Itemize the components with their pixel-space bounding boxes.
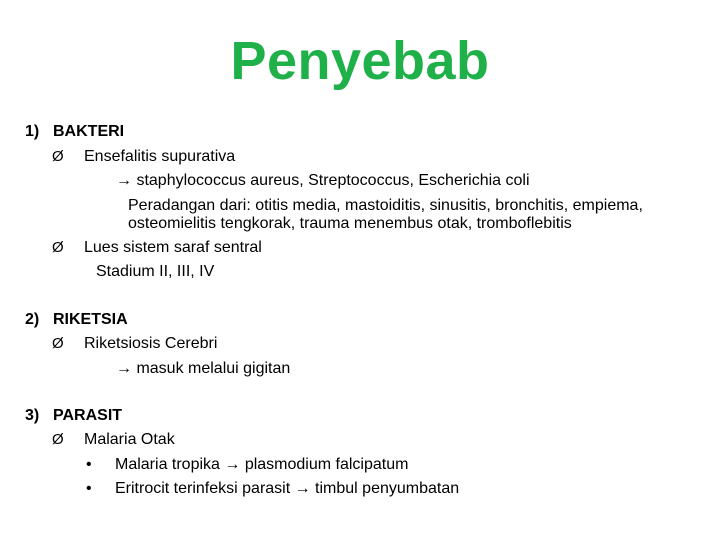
- section-number: 1): [25, 123, 40, 140]
- bullet-text: Malaria tropika → plasmodium falcipatum: [115, 456, 409, 473]
- section-heading: RIKETSIA: [53, 311, 128, 328]
- item-detail: Stadium II, III, IV: [96, 263, 215, 280]
- item-text: Lues sistem saraf sentral: [84, 239, 262, 256]
- arrow-bullet-icon: Ø: [52, 148, 64, 165]
- item-detail: Peradangan dari: otitis media, mastoiditis, sinusitis, bronchitis, empiema,: [128, 197, 643, 214]
- arrow-bullet-icon: Ø: [52, 431, 64, 448]
- section-heading: PARASIT: [53, 407, 123, 424]
- arrow-bullet-icon: Ø: [52, 335, 64, 352]
- item-text: Malaria Otak: [84, 431, 175, 448]
- section-heading: BAKTERI: [53, 123, 125, 140]
- arrow-bullet-icon: Ø: [52, 239, 64, 256]
- bullet-icon: •: [86, 480, 92, 497]
- bullet-icon: •: [86, 456, 92, 473]
- item-detail: → staphylococcus aureus, Streptococcus, Escherichia coli: [116, 172, 530, 189]
- item-detail: → masuk melalui gigitan: [116, 360, 291, 377]
- section-number: 3): [25, 407, 40, 424]
- bullet-text: Eritrocit terinfeksi parasit → timbul penyumbatan: [115, 480, 460, 497]
- item-detail: osteomielitis tengkorak, trauma menembus otak, tromboflebitis: [128, 215, 572, 232]
- item-text: Ensefalitis supurativa: [84, 148, 236, 165]
- section-number: 2): [25, 311, 40, 328]
- slide-title: Penyebab: [230, 31, 490, 91]
- item-text: Riketsiosis Cerebri: [84, 335, 218, 352]
